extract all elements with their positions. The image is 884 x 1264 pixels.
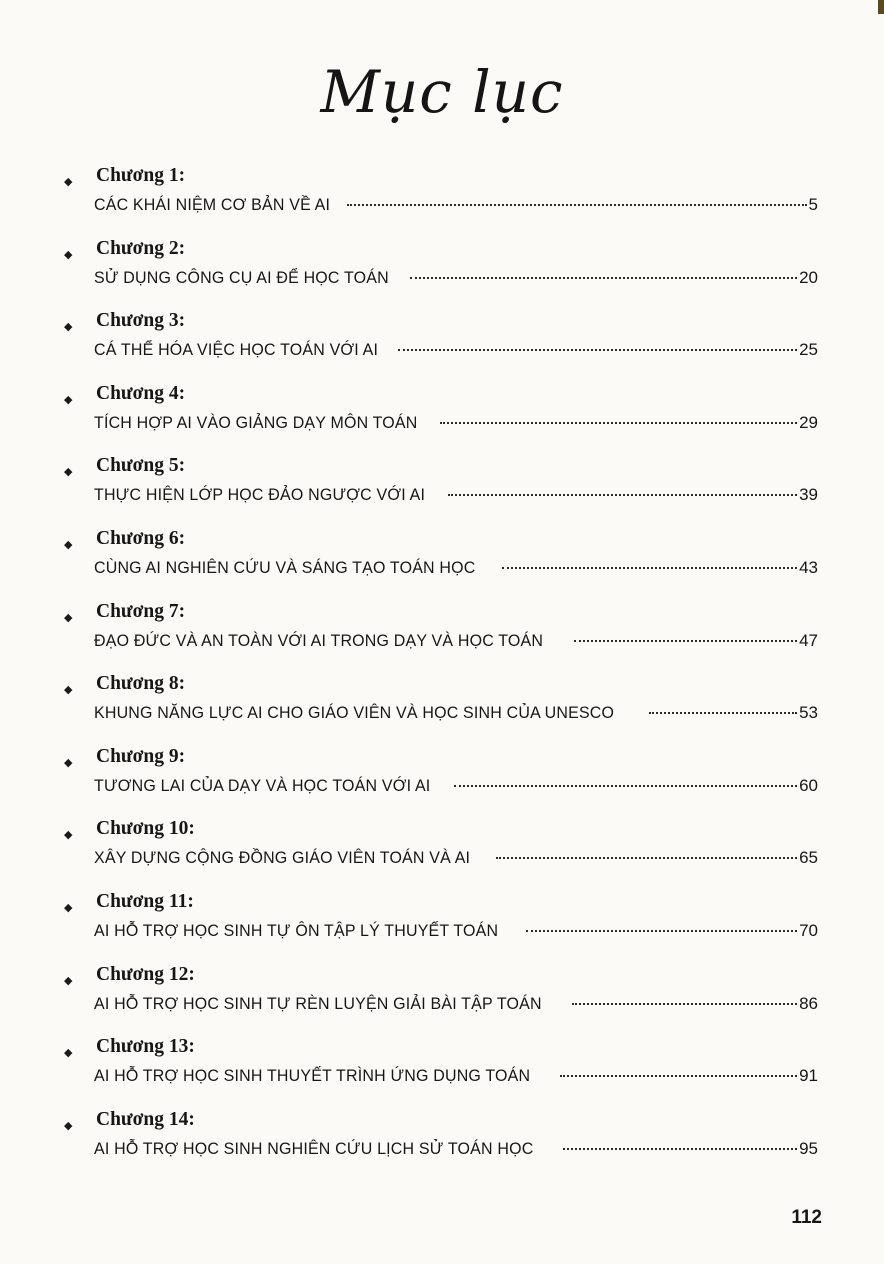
dot-leader — [347, 204, 806, 206]
toc-entry[interactable] — [0, 891, 884, 963]
chapter-title: TƯƠNG LAI CỦA DẠY VÀ HỌC TOÁN VỚI AI — [94, 775, 431, 795]
chapter-title: AI HỖ TRỢ HỌC SINH TỰ ÔN TẬP LÝ THUYẾT TOÁN — [94, 921, 499, 940]
chapter-label: Chương 1: — [96, 165, 186, 186]
dot-leader — [563, 1148, 797, 1150]
chapter-label: Chương 12: — [96, 963, 195, 985]
toc-entry[interactable] — [0, 383, 884, 455]
chapter-page-number: 5 — [808, 195, 818, 214]
toc-entry[interactable] — [0, 746, 884, 818]
toc-entry[interactable] — [0, 455, 884, 527]
chapter-label: Chương 6: — [96, 528, 186, 549]
diamond-bullet-icon: ◆ — [64, 1118, 73, 1132]
chapter-line — [94, 848, 818, 876]
chapter-title: AI HỖ TRỢ HỌC SINH TỰ RÈN LUYỆN GIẢI BÀI TẬP TOÁN — [94, 993, 542, 1013]
dot-leader — [574, 640, 797, 642]
page-number: 112 — [791, 1207, 822, 1228]
toc-entry[interactable] — [0, 1109, 884, 1181]
toc-entry[interactable] — [0, 673, 884, 745]
chapter-line — [94, 921, 818, 949]
chapter-title: TÍCH HỢP AI VÀO GIẢNG DẠY MÔN TOÁN — [94, 412, 418, 432]
chapter-line — [94, 485, 818, 513]
chapter-page-number: 86 — [799, 993, 818, 1013]
chapter-title: KHUNG NĂNG LỰC AI CHO GIÁO VIÊN VÀ HỌC SINH CỦA UNESCO — [94, 703, 615, 723]
toc-entry[interactable] — [0, 528, 884, 600]
page-title: Mục lục — [320, 58, 564, 126]
chapter-label: Chương 2: — [96, 237, 186, 259]
dot-leader — [572, 1003, 797, 1005]
chapter-label: Chương 8: — [96, 673, 186, 695]
toc-entry[interactable] — [0, 310, 884, 382]
chapter-line — [94, 340, 818, 368]
diamond-bullet-icon: ◆ — [64, 610, 73, 624]
toc-entry[interactable] — [0, 238, 884, 310]
toc-entry[interactable] — [0, 601, 884, 673]
toc-entry[interactable] — [0, 165, 884, 237]
chapter-line — [94, 703, 818, 731]
chapter-title: AI HỖ TRỢ HỌC SINH THUYẾT TRÌNH ỨNG DỤNG TOÁN — [94, 1066, 531, 1086]
dot-leader — [560, 1075, 797, 1077]
chapter-line — [94, 994, 818, 1022]
diamond-bullet-icon: ◆ — [64, 175, 73, 188]
chapter-page-number: 20 — [799, 267, 818, 287]
chapter-title: AI HỖ TRỢ HỌC SINH NGHIÊN CỨU LỊCH SỬ TOÁN HỌC — [94, 1138, 534, 1158]
chapter-line — [94, 558, 818, 586]
diamond-bullet-icon: ◆ — [64, 755, 73, 769]
chapter-page-number: 91 — [799, 1066, 818, 1086]
chapter-title: CÁC KHÁI NIỆM CƠ BẢN VỀ AI — [94, 195, 331, 214]
chapter-page-number: 25 — [799, 340, 818, 360]
diamond-bullet-icon: ◆ — [64, 392, 73, 406]
diamond-bullet-icon: ◆ — [64, 901, 73, 914]
chapter-title: SỬ DỤNG CÔNG CỤ AI ĐỂ HỌC TOÁN — [94, 267, 389, 287]
diamond-bullet-icon: ◆ — [64, 1046, 73, 1060]
chapter-label: Chương 9: — [96, 745, 186, 767]
chapter-page-number: 53 — [799, 703, 818, 723]
diamond-bullet-icon: ◆ — [64, 538, 73, 551]
chapter-title: CÁ THỂ HÓA VIỆC HỌC TOÁN VỚI AI — [94, 340, 379, 360]
chapter-label: Chương 5: — [96, 455, 186, 477]
diamond-bullet-icon: ◆ — [64, 828, 73, 842]
diamond-bullet-icon: ◆ — [64, 320, 73, 334]
chapter-line — [94, 1139, 818, 1167]
chapter-page-number: 39 — [799, 485, 818, 505]
dot-leader — [526, 930, 797, 932]
chapter-title: CÙNG AI NGHIÊN CỨU VÀ SÁNG TẠO TOÁN HỌC — [94, 558, 476, 577]
dot-leader — [496, 857, 797, 859]
dot-leader — [454, 785, 797, 787]
diamond-bullet-icon: ◆ — [64, 683, 73, 697]
chapter-title: XÂY DỰNG CỘNG ĐỒNG GIÁO VIÊN TOÁN VÀ AI — [94, 848, 471, 868]
chapter-line — [94, 776, 818, 804]
chapter-label: Chương 3: — [96, 310, 186, 332]
toc-entry[interactable] — [0, 818, 884, 890]
chapter-label: Chương 10: — [96, 818, 195, 840]
chapter-page-number: 29 — [799, 412, 818, 432]
chapter-title: THỰC HIỆN LỚP HỌC ĐẢO NGƯỢC VỚI AI — [94, 485, 426, 505]
toc-entry[interactable] — [0, 1036, 884, 1108]
diamond-bullet-icon: ◆ — [64, 973, 73, 987]
chapter-label: Chương 11: — [96, 891, 194, 912]
chapter-label: Chương 4: — [96, 382, 186, 404]
dot-leader — [398, 349, 797, 351]
chapter-page-number: 65 — [799, 848, 818, 868]
chapter-label: Chương 14: — [96, 1108, 195, 1130]
dot-leader — [410, 277, 797, 279]
chapter-label: Chương 7: — [96, 600, 186, 622]
toc-entry[interactable] — [0, 964, 884, 1036]
chapter-title: ĐẠO ĐỨC VÀ AN TOÀN VỚI AI TRONG DẠY VÀ HỌC TOÁN — [94, 630, 544, 650]
chapter-line — [94, 631, 818, 659]
diamond-bullet-icon: ◆ — [64, 247, 73, 261]
chapter-page-number: 95 — [799, 1138, 818, 1158]
chapter-page-number: 47 — [799, 630, 818, 650]
chapter-line — [94, 195, 818, 223]
diamond-bullet-icon: ◆ — [64, 465, 73, 479]
chapter-page-number: 60 — [799, 775, 818, 795]
chapter-line — [94, 413, 818, 441]
chapter-page-number: 43 — [799, 558, 818, 577]
dot-leader — [448, 494, 797, 496]
dot-leader — [649, 712, 797, 714]
chapter-line — [94, 268, 818, 296]
chapter-page-number: 70 — [799, 921, 818, 940]
chapter-label: Chương 13: — [96, 1036, 195, 1058]
dot-leader — [502, 567, 797, 569]
chapter-line — [94, 1066, 818, 1094]
dot-leader — [440, 422, 797, 424]
